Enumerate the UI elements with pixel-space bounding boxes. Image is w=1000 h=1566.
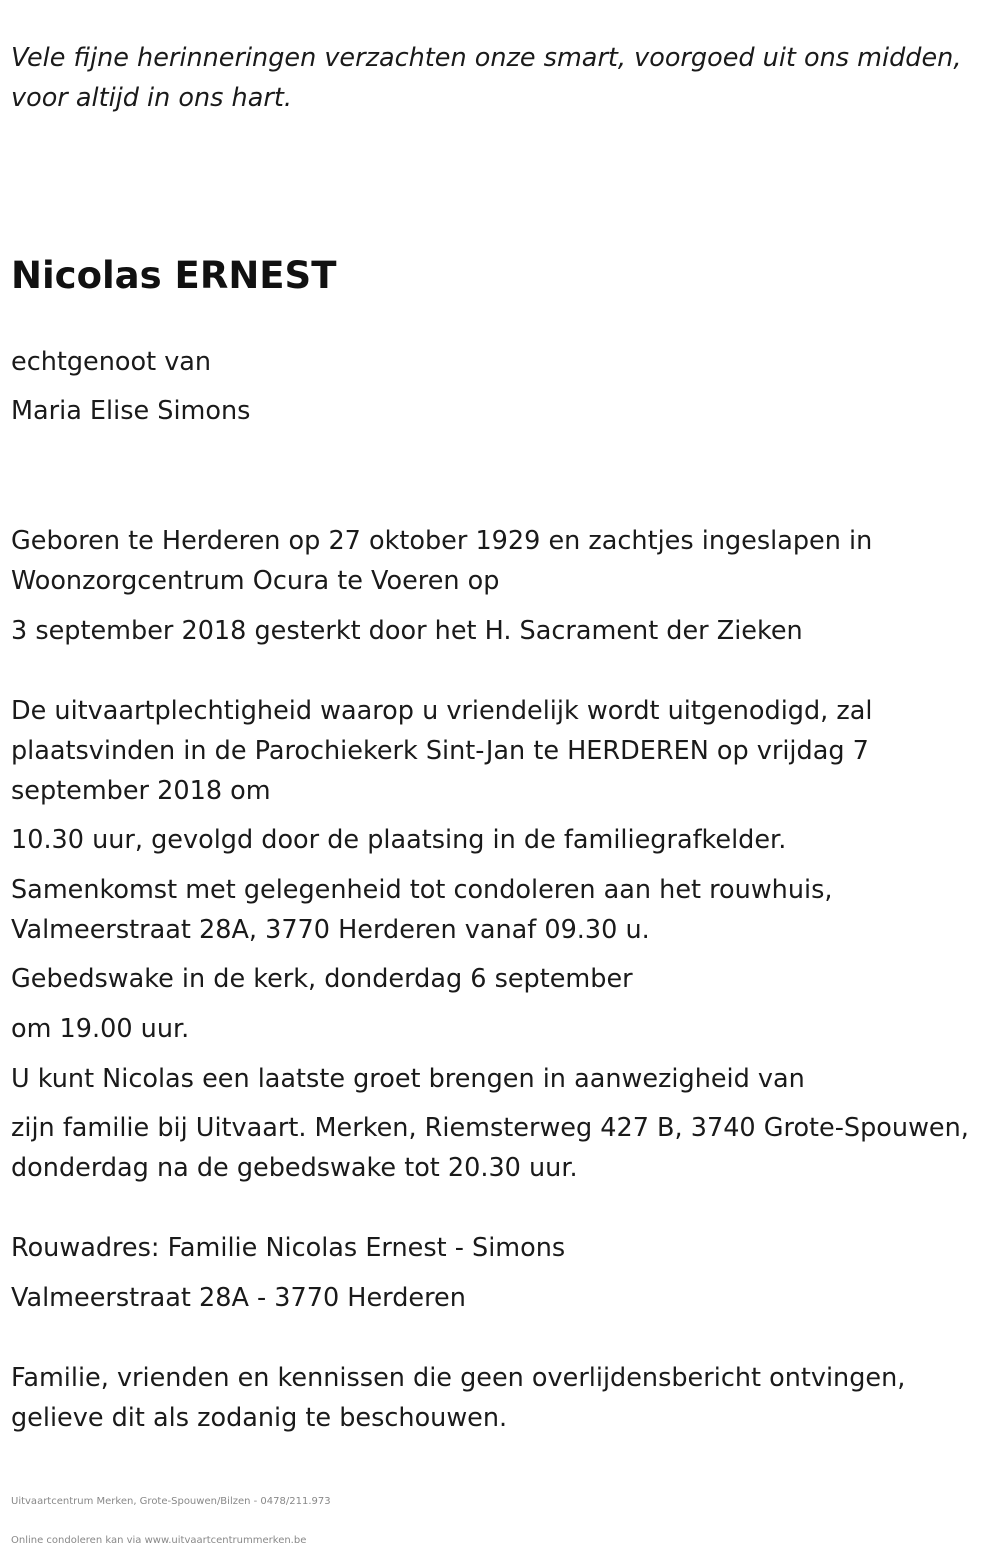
funeral-home-info: Uitvaartcentrum Merken, Grote-Spouwen/Bilzen - 0478/211.973 [11,1496,331,1507]
online-condolence-info: Online condoleren kan via www.uitvaartcentrummerken.be [11,1535,307,1546]
funeral-time: 10.30 uur, gevolgd door de plaatsing in de familiegrafkelder. [11,825,787,855]
spouse-name: Maria Elise Simons [11,396,251,426]
farewell-details: zijn familie bij Uitvaart. Merken, Riemsterweg 427 B, 3740 Grote-Spouwen, donderdag na de gebedswake tot 20.30 uur. [11,1113,969,1183]
spouse-relation: echtgenoot van [11,347,212,377]
memorial-quote: Vele fijne herinneringen verzachten onze smart, voorgoed uit ons midden, voor altijd in ons hart. [11,43,962,113]
funeral-invitation: De uitvaartplechtigheid waarop u vriendelijk wordt uitgenodigd, zal plaatsvinden in de Parochiekerk Sint-Jan te HERDEREN op vrijdag 7 september 2018 om [11,696,873,806]
closing-note: Familie, vrienden en kennissen die geen overlijdensbericht ontvingen, gelieve dit als zodanig te beschouwen. [11,1363,906,1433]
mourning-address-family: Rouwadres: Familie Nicolas Ernest - Simons [11,1233,566,1263]
death-date-text: 3 september 2018 gesterkt door het H. Sacrament der Zieken [11,616,803,646]
wake-day: Gebedswake in de kerk, donderdag 6 september [11,964,633,994]
gathering-info: Samenkomst met gelegenheid tot condoleren aan het rouwhuis, Valmeerstraat 28A, 3770 Herderen vanaf 09.30 u. [11,875,833,945]
mourning-address-street: Valmeerstraat 28A - 3770 Herderen [11,1283,466,1313]
deceased-name: Nicolas ERNEST [11,254,337,297]
farewell-intro: U kunt Nicolas een laatste groet brengen in aanwezigheid van [11,1064,805,1094]
birth-death-text: Geboren te Herderen op 27 oktober 1929 en zachtjes ingeslapen in Woonzorgcentrum Ocura te Voeren op [11,526,873,596]
wake-time: om 19.00 uur. [11,1014,190,1044]
